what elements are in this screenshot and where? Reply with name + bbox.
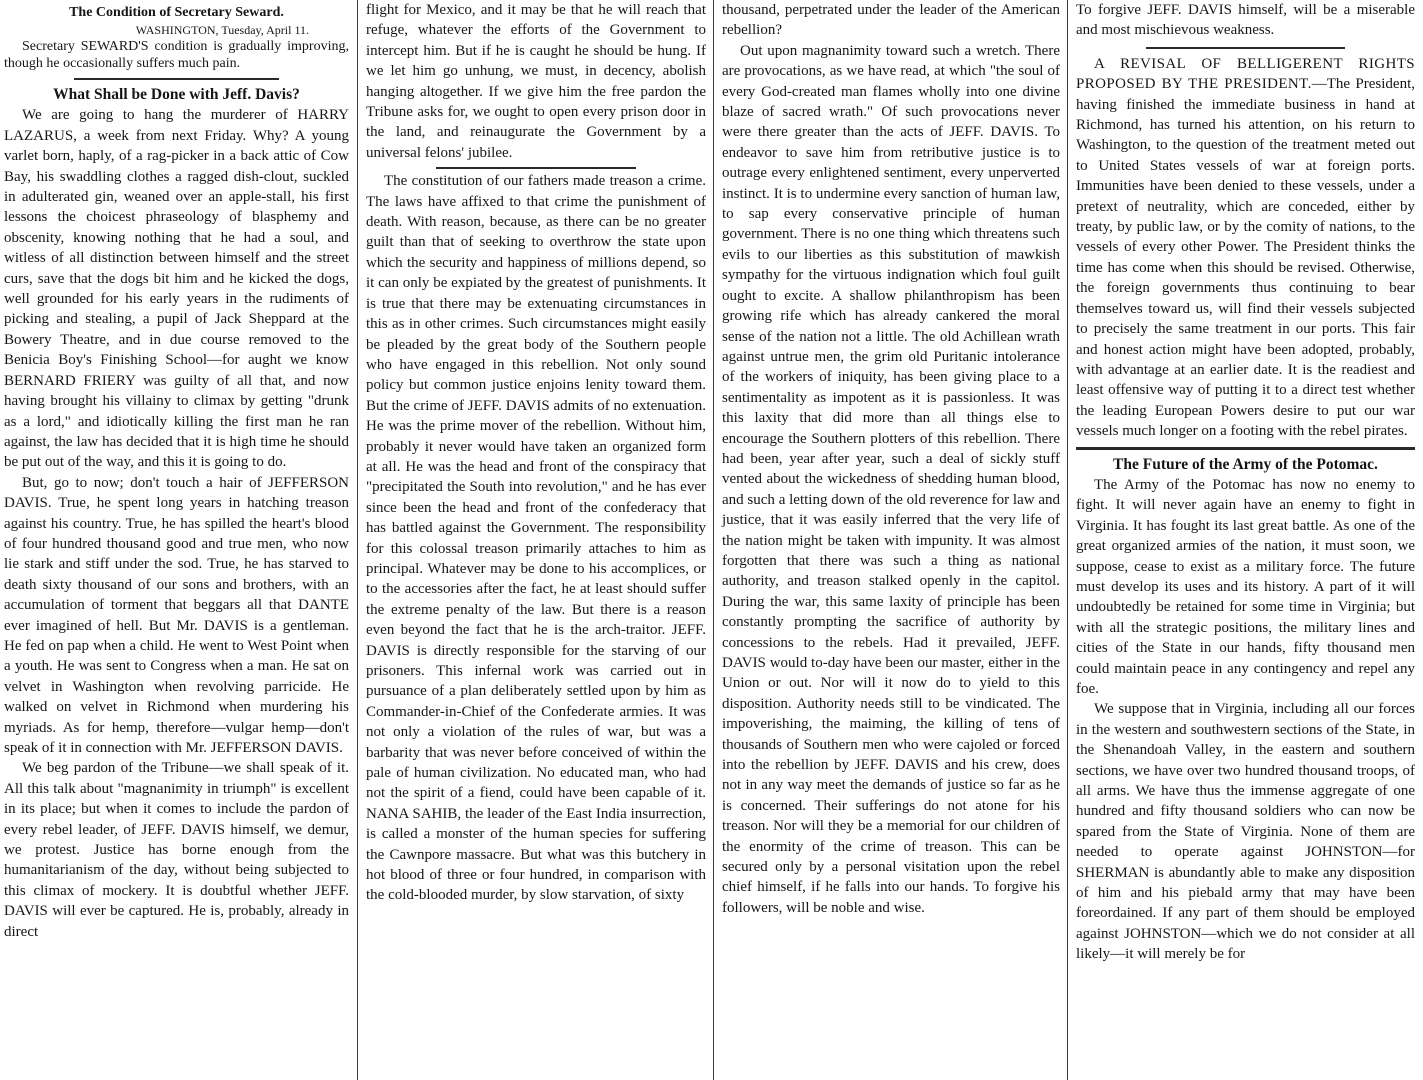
column-rule [713,0,714,1080]
article-paragraph: flight for Mexico, and it may be that he will reach that refuge, whatever the efforts of the Government to intercept him. But if he is caught he should be hung. If we let him go unhung, we must, in decency, abolish hanging altogether. If we give him the free pardon the Tribune asks for, we ought to open every prison door in the land, and reinaugurate the Government by a universal felons' jubilee. [366,2,706,161]
article-paragraph: We are going to hang the murderer of HARRY LAZARUS, a week from next Friday. Why? A young varlet born, haply, of a rag-picker in a back attic of Cow Bay, his swaddling clothes a ragged dish-clout, suckled in adulterated gin, weaned over an apple-stall, his first lessons the choicest phraseology of blasphemy and obscenity, knowing nothing that he had a soul, and witless of all distinction between himself and the street curs, save that the dogs bit him and he kicked the dogs, well grounded for his early years in the rudiments of picking and stealing, a pupil of Jack Sheppard at the Bowery Theatre, and in due course removed to the Benicia Boy's Finishing School—for aught we know BERNARD FRIERY was guilty of all that, and now having brought his villainy to climax by getting "drunk as a lord," and idiotically killing the first man he ran against, the law has decided that it is high time he should be put out of the way, and this it is going to do. [4,107,349,471]
column-2 [360,0,712,1080]
section-divider [4,75,349,83]
revisal-body: —The President, having finished the immediate business in hand at Richmond, has turned his attention, on his return to Washington, to the question of the treatment meted out to United States vessels of war at foreign ports. Immunities have been denied to these vessels, under a pretext of neutrality, which are conceded, either by treaty, by public law, or by the comity of nations, to the vessels of every other Power. The President thinks the time has come when this should be revised. Otherwise, the foreign governments thus continuing to bear themselves toward us, will find their vessels subjected to precisely the same treatment in our ports. This fair and honest action might have been adopted, probably, with advantage at an earlier date. It is the readiest and least offensive way of putting it to a direct test whether the leading European Powers desire to put our war vessels much longer on a footing with the rebel pirates. [1076,76,1416,440]
article-paragraph: To forgive JEFF. DAVIS himself, will be a miserable and most mischievous weakness. [1076,2,1415,39]
army-headline: The Future of the Army of the Potomac. [1113,455,1378,473]
seward-dispatch: Secretary SEWARD'S condition is gradually improving, though he occasionally suffers much pain. [4,39,349,71]
section-divider [1076,445,1415,453]
column-rule [1067,0,1068,1080]
article-paragraph: But, go to now; don't touch a hair of JEFFERSON DAVIS. True, he spent long years in hatching treason against his country. True, he has spilled the heart's blood of four hundred thousand good and true men, who now lie stark and stiff under the sod. True, he has starved to death sixty thousand of our sons and brothers, with an accumulation of torment that beggars all that DANTE ever imagined of hell. But Mr. DAVIS is a gentleman. He fed on pap when a child. He went to West Point when a youth. He was sent to Congress when a man. He sat on velvet in Washington when revolving parricide. He walked on velvet in Richmond when murdering his myriads. As for hemp, therefore—vulgar hemp—don't speak of it in connection with Mr. JEFFERSON DAVIS. [4,474,349,756]
article-paragraph [1076,54,1415,442]
column-3 [716,0,1066,1080]
column-4 [1070,0,1423,1080]
column-rule [357,0,358,1080]
article-paragraph: The constitution of our fathers made treason a crime. The laws have affixed to that crime the punishment of death. With reason, because, as there can be no greater guilt than that of seeking to overthrow the state upon which the security and happiness of millions depend, so it can only be expiated by the greatest of punishments. It is true that there may be extenuating circumstances in this as in other crimes. Such circumstances might easily be pleaded by the great body of the Southern people who have engaged in this rebellion. Not only sound policy but common justice enjoins lenity toward them. But the crime of JEFF. DAVIS admits of no extenuation. He was the prime mover of the rebellion. Without him, probably it never would have taken an organized form at all. He was the head and front of the conspiracy that "precipitated the South into revolution," and he has ever since been the head and front of the confederacy that has battled against the Government. The responsibility for this colossal treason primarily attaches to him as principal. Whatever may be done to his accomplices, or to the accessories after the fact, he at least should suffer the extreme penalty of the law. But there is a reason even beyond the fact that he is the arch-traitor. JEFF. DAVIS is directly responsible for the starving of our prisoners. This infernal work was carried out in pursuance of a plan deliberately settled upon by him as Commander-in-Chief of the Confederate armies. It was not only a violation of the rules of war, but was a barbarity that was never before conceived of within the pale of human civilization. No educated man, who had not the spirit of a fiend, could have been capable of it. NANA SAHIB, the leader of the East India insurrection, is called a monster of the human species for suffering the Cawnpore massacre. But what was this butchery in hot blood of three or four hundred, in comparison with the cold-blooded murder, by slow starvation, of sixty [366,173,706,904]
article-paragraph: Out upon magnanimity toward such a wretch. There are provocations, as we have read, at which "the soul of every God-created man flames wholly into one divine blaze of sacred wrath." Of such provocations never were there greater than the acts of JEFF. DAVIS. To endeavor to save him from retributive justice is to outrage every enlightened sentiment, every unperverted instinct. It is to undermine every sanction of human law, to sap every conservative principle of human government. There is no one thing which threatens such evils to our liberties as this substitution of mawkish sympathy for the virtuous indignation which foul guilt ought to excite. A shallow philanthropism has been growing rife which has already cankered the moral sense of the nation not a little. The old Achillean wrath against untrue men, the grim old Puritanic intolerance of the workers of iniquity, has been giving place to a sentimentality as impotent as it is passionless. It was this laxity that did more than all things else to encourage the Southern plotters of this rebellion. There had been, year after year, such a deal of sickly stuff vented about the wickedness of shedding human blood, and such a letting down of the old reverence for law and justice, that it was easily inferred that the very life of the nation might be taken with impunity. It was almost forgotten that there was such a thing as national authority, and treason stalked openly in the capitol. During the war, this same laxity of principle has been constantly prompting the sacrifice of authority by concessions to the rebels. Had it prevailed, JEFF. DAVIS would to-day have been our master, either in the Union or out. Nor will it now do to yield to this disposition. Authority needs still to be vindicated. The impoverishing, the maiming, the killing of tens of thousands of Southern men who were cajoled or forced into the rebellion by JEFF. DAVIS and his crew, does not in any way meet the demands of justice so far as he is concerned. Their sufferings do not atone for his treason. Nor will they be a memorial for our children of the enormity of the crime of treason. This can be secured only by a personal visitation upon the rebel chief himself, if he falls into our hands. To forgive his followers, will be noble and wise. [722,42,1060,916]
section-divider [366,164,706,168]
article-paragraph: We suppose that in Virginia, including all our forces in the western and southwestern sections of the State, in the Shenandoah Valley, in the eastern and southern sections, we have over two hundred thousand troops, of all arms. We have thus the immense aggregate of one hundred and fifty thousand soldiers who can now be spared from the State of Virginia. None of them are needed to operate against JOHNSTON—for SHERMAN is abundantly able to make any disposition of him and his piebald army that may have been foreordained. If any part of them should be employed against JOHNSTON—which we do not consider at all likely—it will merely be for [1076,701,1415,963]
seward-headline: The Condition of Secretary Seward. [69,5,284,20]
davis-headline: What Shall be Done with Jeff. Davis? [53,86,300,103]
section-divider [1076,44,1415,52]
seward-dateline: WASHINGTON, Tuesday, April 11. [135,23,309,37]
article-paragraph: We beg pardon of the Tribune—we shall speak of it. All this talk about "magnanimity in triumph" is excellent in its place; but when it comes to include the pardon of every rebel leader, of JEFF. DAVIS himself, we demur, we protest. Justice has borne enough from the humanitarianism of the day, without being subjected to this climax of mockery. It is doubtful whether JEFF. DAVIS will ever be captured. He is, probably, already in direct [4,760,349,940]
article-paragraph: thousand, perpetrated under the leader of the American rebellion? [722,2,1060,39]
article-paragraph: The Army of the Potomac has now no enemy to fight. It will never again have an enemy to fight in Virginia. It has fought its last great battle. As one of the great organized armies of the nation, it must soon, we suppose, cease to exist as a military force. The future must develop its uses and its history. A part of it will undoubtedly be retained for some time in Virginia; but with all the strategic positions, the military lines and cities of the State in our hands, fifty thousand men could maintain peace in any contingency and repel any foe. [1076,476,1415,697]
revisal-lead: A REVISAL OF BELLIGERENT RIGHTS PROPOSED BY THE PRESIDENT. [1076,55,1415,93]
column-1 [0,0,356,1080]
